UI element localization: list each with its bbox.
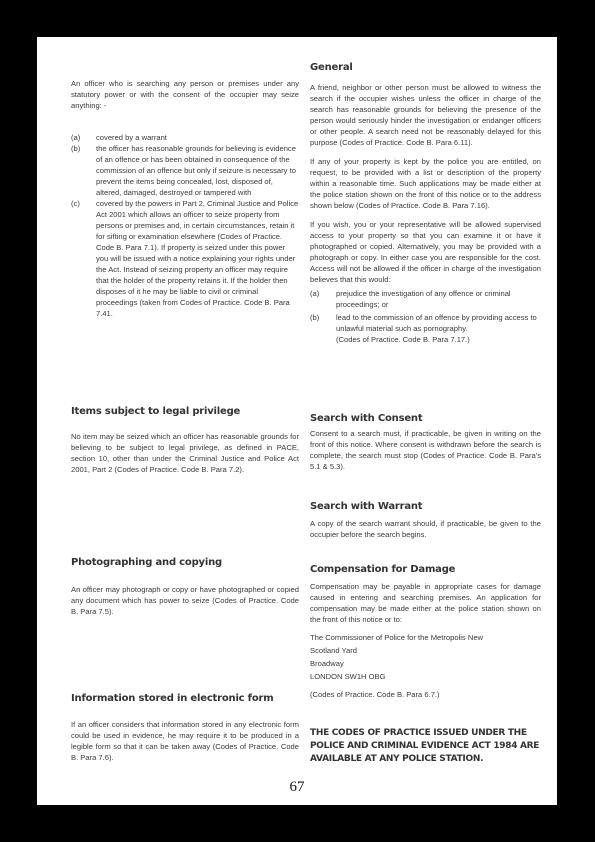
electronic-paragraph: If an officer considers that information stored in any electronic form could be used in evidence, he may require it to be produced in a legible form so that it can be taken away (Codes of Practice. Code B. Para 7.6). — [71, 720, 299, 762]
warrant-section — [310, 501, 541, 540]
address-line: Broadway — [310, 659, 344, 668]
postal-address — [310, 631, 541, 683]
list-item-text: covered by the powers in Part 2, Criminal Justice and Police Act 2001 which allows an officer to seize property from persons or premises and, in certain circumstances, retain it for sifting or examination elsewhere (Codes of Practice. Code B. Para 7.1). If property is seized under this power you will be issued with a notice explaining your rights under the Act. Instead of seizing property an officer may require that the holder of the property retains it. If the holder then disposes of it he may be liable to civil or criminal proceedings (taken from Codes of Practice. Code B. Para 7.41. — [96, 199, 299, 318]
list-item-label: (b) — [310, 313, 320, 322]
list-reference — [310, 334, 541, 345]
document-page — [37, 37, 557, 805]
list-item — [310, 288, 541, 310]
seizure-intro — [71, 78, 299, 111]
list-item — [71, 198, 299, 319]
address-line: The Commissioner of Police for the Metropolis New — [310, 633, 484, 642]
address-line: LONDON SW1H OBG — [310, 672, 386, 681]
seizure-list — [71, 132, 299, 319]
list-item-text: prejudice the investigation of any offence or criminal proceedings; or — [336, 289, 511, 309]
address-line: Scotland Yard — [310, 646, 358, 655]
compensation-paragraph: Compensation may be payable in appropriate cases for damage caused in entering and searching premises. An application for compensation may be made either at the police station shown on the front of this notice or to: — [310, 582, 541, 624]
consent-heading: Search with Consent — [310, 413, 423, 424]
list-item-text: the officer has reasonable grounds for believing is evidence of an offence or has been obtained in consequence of the commission of an offence but only if seizure is necessary to prevent the items being concealed, lost, disposed of, altered, damaged, destroyed or tampered with — [96, 144, 296, 197]
electronic-heading: Information stored in electronic form — [71, 693, 274, 704]
consent-section — [310, 413, 541, 472]
codes-notice-text: THE CODES OF PRACTICE ISSUED UNDER THE POLICE AND CRIMINAL EVIDENCE ACT 1984 ARE AVAILABLE AT ANY POLICE STATION. — [310, 728, 540, 764]
general-paragraph-property-list: If any of your property is kept by the police you are entitled, on request, to be provided with a list or description of the property within a reasonable time. Such applications may be made either at the police station shown on the front of this notice or to the address shown below (Codes of Practice. Code B. Para 7.16). — [310, 157, 541, 210]
list-item-label: (c) — [71, 199, 80, 208]
list-item-label: (a) — [310, 289, 320, 298]
page-number: 67 — [289, 779, 305, 795]
privilege-heading: Items subject to legal privilege — [71, 406, 241, 417]
privilege-section — [71, 406, 299, 475]
general-paragraph-access: If you wish, you or your representative will be allowed supervised access to your property so that you can examine it or have it photographed or copied. Alternatively, you may be provided with a photograph or copy. In either case you are responsible for the cost. Access will not be allowed if the officer in charge of the investigation believes that this would: — [310, 220, 541, 284]
compensation-heading: Compensation for Damage — [310, 564, 456, 575]
privilege-paragraph: No item may be seized which an officer has reasonable grounds for believing to be subject to legal privilege, as defined in PACE, section 10, other than under the Criminal Justice and Police Act 2001, Part 2 (Codes of Practice. Code B. Para 7.2). — [71, 432, 299, 474]
photographing-heading: Photographing and copying — [71, 557, 222, 568]
list-item-text: covered by a warrant — [96, 133, 167, 142]
list-item — [71, 132, 299, 143]
compensation-section — [310, 564, 541, 700]
warrant-paragraph: A copy of the search warrant should, if practicable, be given to the occupier before the search begins. — [310, 519, 541, 539]
list-item-text: lead to the commission of an offence by providing access to unlawful material such as pornography. — [336, 313, 537, 333]
general-section — [310, 62, 541, 345]
photographing-paragraph: An officer may photograph or copy or have photographed or copied any document which has power to seize (Codes of Practice. Code B. Para 7.5). — [71, 585, 299, 616]
photographing-section — [71, 557, 299, 617]
intro-paragraph: An officer who is searching any person or premises under any statutory power or with the consent of the occupier may seize anything: - — [71, 79, 299, 110]
codes-availability-notice — [310, 727, 541, 766]
list-reference-text: (Codes of Practice. Code B. Para 7.17.) — [336, 335, 470, 344]
list-item — [71, 143, 299, 198]
warrant-heading: Search with Warrant — [310, 501, 423, 512]
list-item-label: (a) — [71, 133, 81, 142]
list-item — [310, 312, 541, 334]
general-paragraph-witness: A friend, neighbor or other person must be allowed to witness the search if the occupier wishes unless the officer in charge of the search has reasonable grounds for believing the presence of the person would seriously hinder the investigation or endanger officers or other people. A search need not be reasonably delayed for this purpose (Codes of Practice. Code B. Para 6.11). — [310, 83, 541, 147]
list-item-label: (b) — [71, 144, 81, 153]
compensation-reference: (Codes of Practice. Code B. Para 6.7.) — [310, 690, 440, 699]
electronic-section — [71, 693, 299, 763]
general-heading: General — [310, 62, 353, 73]
consent-paragraph: Consent to a search must, if practicable, be given in writing on the front of this notice. Where consent is withdrawn before the search is complete, the search must stop (Codes of Practice. Code B. Para's 5.1 & 5.3). — [310, 429, 541, 471]
